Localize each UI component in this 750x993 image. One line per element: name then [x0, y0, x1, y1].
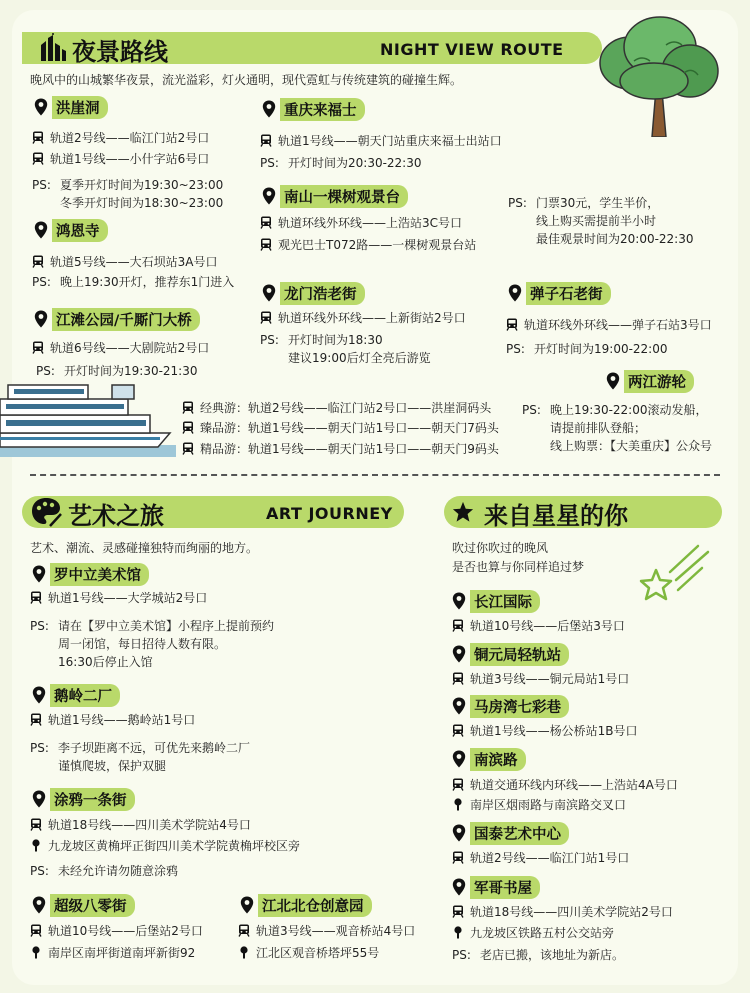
ps-note: PS: 晚上19:30开灯，推荐东1门进入	[32, 275, 235, 289]
train-icon	[30, 591, 42, 604]
art-title-en: ART JOURNEY	[266, 504, 393, 523]
transit-line: 轨道1号线——小什字站6号口	[32, 149, 209, 167]
place-hongyadong	[34, 96, 108, 118]
shooting-star-icon	[638, 540, 714, 606]
train-icon	[30, 713, 42, 726]
transit-line: 轨道18号线——四川美术学院站4号口	[30, 815, 251, 833]
location-pin-icon	[32, 686, 46, 704]
place-tuya: 涂鸦一条街	[32, 788, 135, 810]
train-icon	[260, 134, 272, 147]
ps-note: PS: 未经允许请勿随意涂鸦	[30, 864, 179, 878]
location-pin-icon	[262, 187, 276, 205]
ps-note: PS: 请在【罗中立美术馆】小程序上提前预约 周一闭馆，每日招待人数有限。 16:30后停止入馆	[30, 619, 275, 669]
transit-line: 轨道6号线——大剧院站2号口	[32, 338, 209, 356]
transit-line: 轨道10号线——后堡站2号口	[30, 921, 203, 939]
location-pin-icon	[452, 645, 466, 663]
location-pin-icon	[34, 310, 48, 328]
train-icon	[32, 341, 44, 354]
location-icon	[452, 798, 464, 811]
transit-line: 观光巴士T072路——一棵树观景台站	[260, 235, 476, 253]
location-pin-icon	[32, 896, 46, 914]
ps-note: PS: 开灯时间为18:30 建议19:00后灯全亮后游览	[260, 333, 431, 365]
cruise-route: 经典游：轨道2号线——临江门站2号口——洪崖洞码头	[182, 398, 491, 416]
ps-note: PS: 开灯时间为20:30-22:30	[260, 156, 422, 170]
transit-line: 轨道3号线——铜元局站1号口	[452, 669, 629, 687]
train-icon	[30, 924, 42, 937]
place-hongensi: 鸿恩寺	[34, 219, 108, 241]
address-line: 江北区观音桥塔坪55号	[238, 943, 379, 961]
transit-line: 轨道18号线——四川美术学院站2号口	[452, 902, 673, 920]
bus-icon	[260, 238, 272, 251]
train-icon	[32, 152, 44, 165]
place-luozhongli: 罗中立美术馆	[32, 563, 149, 585]
place-balingjie: 超级八零街	[32, 894, 135, 916]
place-tongyuanju: 铜元局轻轨站	[452, 643, 569, 665]
art-title: 艺术之旅	[68, 501, 164, 530]
place-danzishi: 弹子石老街	[508, 282, 611, 304]
place-eling: 鹅岭二厂	[32, 684, 120, 706]
location-pin-icon	[452, 697, 466, 715]
train-icon	[238, 924, 250, 937]
train-icon	[182, 421, 194, 434]
transit-line: 轨道1号线——朝天门站重庆来福士出站口	[260, 131, 502, 149]
section-divider	[30, 474, 720, 476]
train-icon	[260, 311, 272, 324]
address-line: 九龙坡区黄桷坪正街四川美术学院黄桷坪校区旁	[30, 836, 300, 854]
address-line: 九龙坡区铁路五村公交站旁	[452, 923, 614, 941]
location-pin-icon	[452, 878, 466, 896]
location-pin-icon	[32, 565, 46, 583]
transit-line: 轨道1号线——杨公桥站1B号口	[452, 721, 638, 739]
train-icon	[452, 619, 464, 632]
place-nanshan: 南山一棵树观景台	[262, 185, 408, 207]
ps-note: PS: 晚上19:30-22:00滚动发船， 请提前排队登船； 线上购票：【大美重庆】公众号	[522, 403, 713, 453]
train-icon	[182, 401, 194, 414]
place-name: 洪崖洞	[52, 96, 108, 119]
ps-note: PS: 开灯时间为19:00-22:00	[506, 342, 668, 356]
cruise-route: 臻品游：轨道1号线——朝天门站1号口——朝天门7码头	[182, 418, 499, 436]
place-liangjiang: 两江游轮	[606, 370, 694, 392]
location-icon	[30, 946, 42, 959]
location-pin-icon	[452, 824, 466, 842]
cruise-route: 精品游：轨道1号线——朝天门站1号口——朝天门9码头	[182, 439, 499, 457]
location-pin-icon	[508, 284, 522, 302]
location-pin-icon	[240, 896, 254, 914]
ps-note: PS: 开灯时间为19:30-21:30	[36, 364, 198, 378]
ps-note: PS: 门票30元，学生半价， 线上购买需提前半小时 最佳观景时间为20:00-22:30	[508, 196, 694, 246]
transit-line: 轨道2号线——临江门站1号口	[452, 848, 629, 866]
night-title-en: NIGHT VIEW ROUTE	[380, 40, 564, 59]
palette-icon	[30, 496, 62, 528]
address-line: 南岸区南坪街道南坪新街92	[30, 943, 195, 961]
location-icon	[452, 926, 464, 939]
location-pin-icon	[32, 790, 46, 808]
transit-line: 轨道1号线——大学城站2号口	[30, 588, 207, 606]
address-line: 南岸区烟雨路与南滨路交叉口	[452, 795, 626, 813]
place-laifushi: 重庆来福士	[262, 98, 365, 120]
star-icon	[452, 501, 474, 523]
location-icon	[238, 946, 250, 959]
place-guotai: 国泰艺术中心	[452, 822, 569, 844]
ps-note: PS: 李子坝距离不远，可优先来鹅岭二厂 谨慎爬坡，保护双腿	[30, 741, 251, 773]
train-icon	[452, 851, 464, 864]
cruise-ship-icon	[0, 375, 176, 459]
location-pin-icon	[34, 221, 48, 239]
place-beicang: 江北北仓创意园	[240, 894, 372, 916]
city-icon	[38, 33, 68, 63]
tree-icon	[594, 15, 722, 137]
location-pin-icon	[262, 100, 276, 118]
place-jiangtan: 江滩公园/千厮门大桥	[34, 308, 200, 330]
place-changjiang: 长江国际	[452, 590, 540, 612]
train-icon	[506, 318, 518, 331]
train-icon	[452, 724, 464, 737]
star-title: 来自星星的你	[484, 501, 628, 530]
transit-line: 轨道环线外环线——上新街站2号口	[260, 308, 466, 326]
star-intro-line1: 吹过你吹过的晚风	[452, 541, 549, 555]
night-title: 夜景路线	[72, 37, 168, 66]
location-pin-icon	[606, 372, 620, 390]
place-mafangwan: 马房湾七彩巷	[452, 695, 569, 717]
location-pin-icon	[452, 750, 466, 768]
place-nanbinlu: 南滨路	[452, 748, 526, 770]
train-icon	[182, 442, 194, 455]
train-icon	[452, 778, 464, 791]
transit-line: 轨道10号线——后堡站3号口	[452, 616, 625, 634]
transit-line: 轨道3号线——观音桥站4号口	[238, 921, 415, 939]
art-intro: 艺术、潮流、灵感碰撞独特而绚丽的地方。	[30, 541, 259, 555]
ps-note: PS: 夏季开灯时间为19:30~23:00 冬季开灯时间为18:30~23:00	[32, 178, 224, 210]
transit-line: 轨道2号线——临江门站2号口	[32, 128, 209, 146]
transit-line: 轨道交通环线内环线——上浩站4A号口	[452, 775, 678, 793]
train-icon	[452, 905, 464, 918]
transit-line: 轨道环线外环线——上浩站3C号口	[260, 213, 462, 231]
location-icon	[30, 839, 42, 852]
transit-line: 轨道5号线——大石坝站3A号口	[32, 252, 217, 270]
star-intro-line2: 是否也算与你同样追过梦	[452, 560, 585, 574]
train-icon	[452, 672, 464, 685]
location-pin-icon	[34, 98, 48, 116]
location-pin-icon	[452, 592, 466, 610]
place-longmenhao: 龙门浩老街	[262, 282, 365, 304]
train-icon	[32, 131, 44, 144]
train-icon	[260, 216, 272, 229]
ps-note: PS: 老店已搬，该地址为新店。	[452, 948, 625, 962]
location-pin-icon	[262, 284, 276, 302]
transit-line: 轨道1号线——鹅岭站1号口	[30, 710, 195, 728]
night-intro: 晚风中的山城繁华夜景，流光溢彩，灯火通明，现代霓虹与传统建筑的碰撞生辉。	[30, 73, 463, 87]
place-junge: 军哥书屋	[452, 876, 540, 898]
train-icon	[32, 255, 44, 268]
transit-line: 轨道环线外环线——弹子石站3号口	[506, 315, 712, 333]
train-icon	[30, 818, 42, 831]
